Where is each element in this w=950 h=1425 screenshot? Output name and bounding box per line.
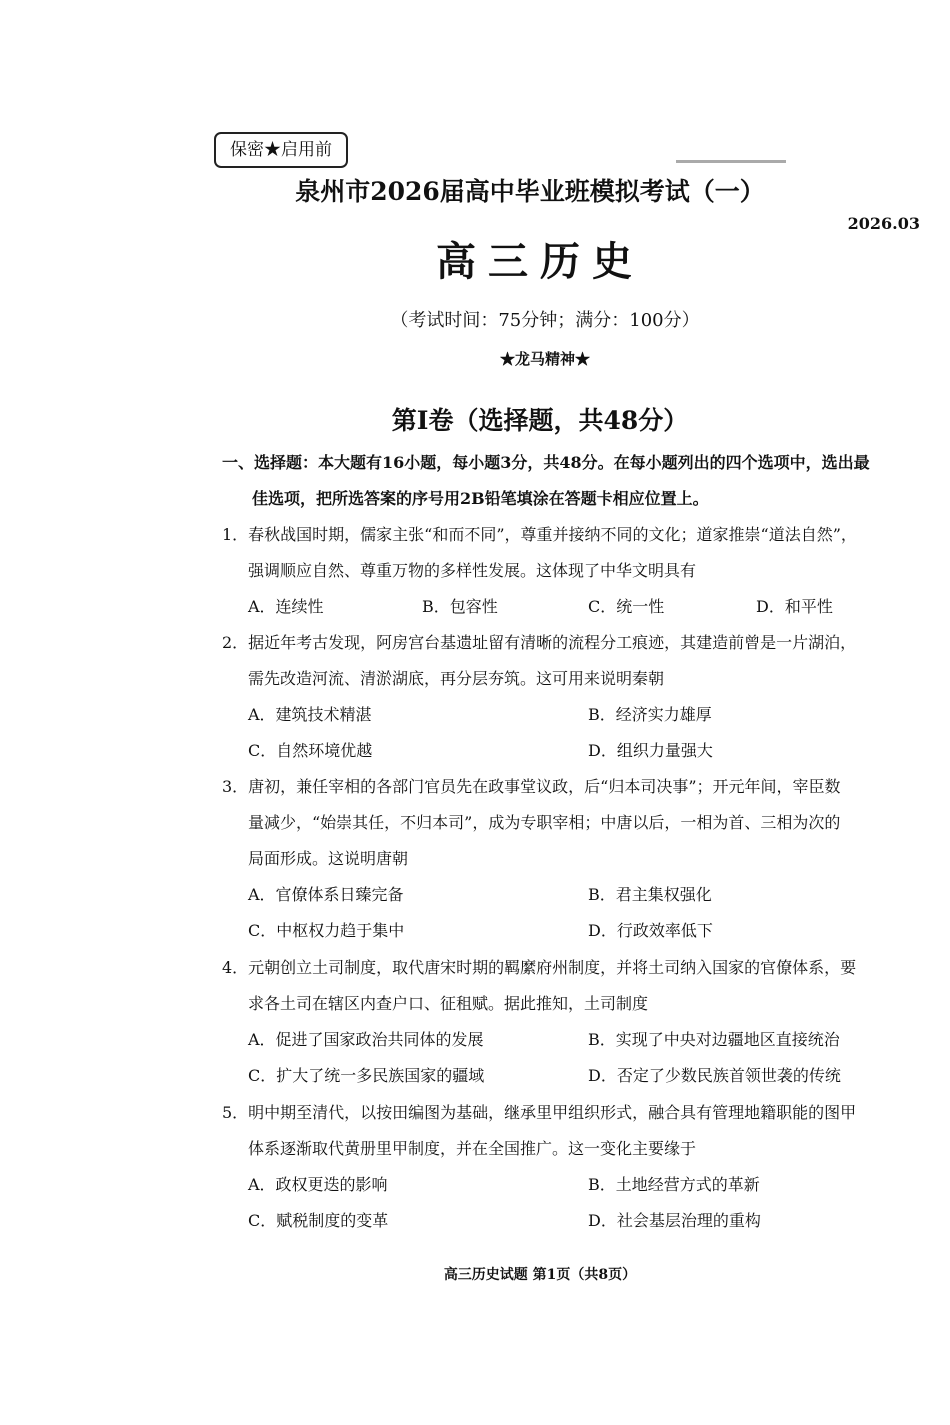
question-1-option-a: A．连续性 bbox=[248, 597, 324, 616]
question-3-line-2: 量减少，“始崇其任，不归本司”，成为专职宰相；中唐以后，一相为首、三相为次的 bbox=[248, 813, 841, 832]
question-2-option-a: A．建筑技术精湛 bbox=[248, 705, 372, 724]
exam-name: 泉州市2026届高中毕业班模拟考试（一） bbox=[295, 177, 765, 206]
question-4-line-2: 求各土司在辖区内查户口、征租赋。据此推知，土司制度 bbox=[248, 994, 649, 1013]
question-1-line-2: 强调顺应自然、尊重万物的多样性发展。这体现了中华文明具有 bbox=[248, 561, 697, 580]
question-4-option-d: D．否定了少数民族首领世袭的传统 bbox=[588, 1066, 841, 1085]
question-3-line-3: 局面形成。这说明唐朝 bbox=[248, 849, 409, 868]
question-2-option-d: D．组织力量强大 bbox=[588, 741, 713, 760]
confidential-badge: 保密★启用前 bbox=[214, 132, 348, 168]
motto: ★龙马精神★ bbox=[499, 350, 590, 368]
exam-date: 2026.03 bbox=[847, 214, 920, 233]
question-3-option-c: C．中枢权力趋于集中 bbox=[248, 921, 405, 940]
page-footer: 高三历史试题 第1页（共8页） bbox=[443, 1267, 637, 1283]
question-5-line-1: 5．明中期至清代，以按田编图为基础，继承里甲组织形式，融合具有管理地籍职能的图甲 bbox=[222, 1103, 857, 1122]
question-4-option-c: C．扩大了统一多民族国家的疆域 bbox=[248, 1066, 485, 1085]
instructions-line-2: 佳选项，把所选答案的序号用2B铅笔填涂在答题卡相应位置上。 bbox=[252, 489, 709, 508]
question-3-option-b: B．君主集权强化 bbox=[588, 885, 712, 904]
question-2-option-b: B．经济实力雄厚 bbox=[588, 705, 712, 724]
question-2-line-2: 需先改造河流、清淤湖底，再分层夯筑。这可用来说明秦朝 bbox=[248, 669, 665, 688]
time-info: （考试时间：75分钟；满分：100分） bbox=[390, 310, 700, 331]
subject-title: 高三历史 bbox=[436, 238, 644, 285]
question-3-option-a: A．官僚体系日臻完备 bbox=[248, 885, 404, 904]
question-5-line-2: 体系逐渐取代黄册里甲制度，并在全国推广。这一变化主要缘于 bbox=[248, 1139, 697, 1158]
question-1-line-1: 1．春秋战国时期，儒家主张“和而不同”，尊重并接纳不同的文化；道家推崇“道法自然”， bbox=[222, 525, 857, 544]
question-2-option-c: C．自然环境优越 bbox=[248, 741, 373, 760]
instructions-line-1: 一、选择题：本大题有16小题，每小题3分，共48分。在每小题列出的四个选项中，选出最 bbox=[222, 453, 870, 472]
question-1-option-c: C．统一性 bbox=[588, 597, 665, 616]
scan-smudge bbox=[676, 160, 786, 163]
volume-title: 第I卷（选择题，共48分） bbox=[391, 406, 689, 435]
question-5-option-c: C．赋税制度的变革 bbox=[248, 1211, 389, 1230]
question-4-option-a: A．促进了国家政治共同体的发展 bbox=[248, 1030, 484, 1049]
question-4-line-1: 4．元朝创立土司制度，取代唐宋时期的羁縻府州制度，并将土司纳入国家的官僚体系，要 bbox=[222, 958, 857, 977]
question-3-line-1: 3．唐初，兼任宰相的各部门官员先在政事堂议政，后“归本司决事”；开元年间，宰臣数 bbox=[222, 777, 841, 796]
question-5-option-b: B．土地经营方式的革新 bbox=[588, 1175, 760, 1194]
question-1-option-b: B．包容性 bbox=[422, 597, 498, 616]
question-1-option-d: D．和平性 bbox=[756, 597, 833, 616]
question-3-option-d: D．行政效率低下 bbox=[588, 921, 713, 940]
question-5-option-d: D．社会基层治理的重构 bbox=[588, 1211, 761, 1230]
question-2-line-1: 2．据近年考古发现，阿房宫台基遗址留有清晰的流程分工痕迹，其建造前曾是一片湖泊， bbox=[222, 633, 857, 652]
question-5-option-a: A．政权更迭的影响 bbox=[248, 1175, 388, 1194]
question-4-option-b: B．实现了中央对边疆地区直接统治 bbox=[588, 1030, 840, 1049]
